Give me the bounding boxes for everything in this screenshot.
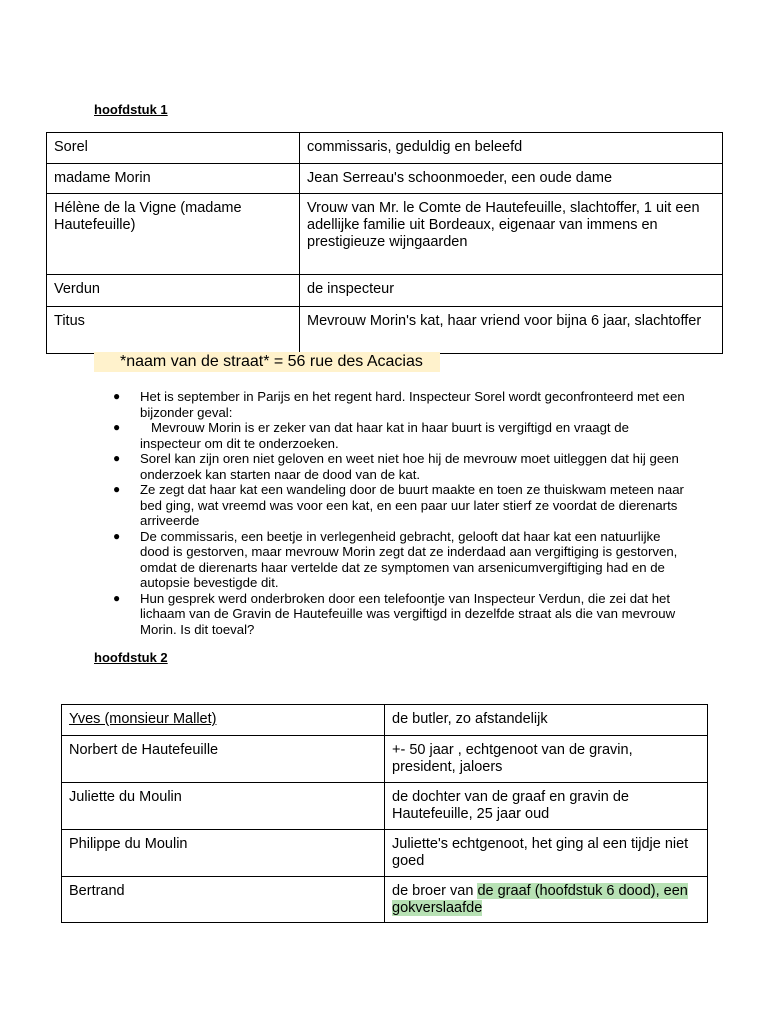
character-name: Norbert de Hautefeuille: [62, 736, 385, 783]
character-name: Verdun: [47, 275, 300, 307]
summary-bullet-list: [113, 389, 693, 637]
street-name-note: *naam van de straat* = 56 rue des Acacias: [94, 352, 440, 372]
list-item: [113, 389, 693, 420]
character-description: de inspecteur: [300, 275, 723, 307]
list-item: [113, 451, 693, 482]
chapter-1-character-table: [46, 132, 723, 354]
character-description: Juliette's echtgenoot, het ging al een tijdje niet goed: [385, 830, 708, 877]
chapter-2-heading: hoofdstuk 2: [94, 650, 168, 665]
character-description: Mevrouw Morin's kat, haar vriend voor bijna 6 jaar, slachtoffer: [300, 307, 723, 354]
chapter-2-character-table: [61, 704, 708, 923]
table-row: [62, 830, 708, 877]
bullet-icon: ●: [113, 389, 121, 403]
character-name: Bertrand: [62, 877, 385, 923]
bullet-text: Het is september in Parijs en het regent hard. Inspecteur Sorel wordt geconfronteerd met een bijzonder geval:: [140, 389, 685, 420]
table-row: [47, 194, 723, 275]
list-item: [113, 420, 693, 451]
bullet-icon: ●: [113, 590, 121, 605]
bullet-text: Hun gesprek werd onderbroken door een telefoontje van Inspecteur Verdun, die zei dat het lichaam van de Gravin de Hautefeuille was vergiftigd in dezelfde straat als die van mevrouw Morin. Is dit toeval?: [140, 590, 676, 637]
table-row: [62, 877, 708, 923]
bullet-icon: ●: [113, 528, 121, 543]
character-description: de dochter van de graaf en gravin de Hautefeuille, 25 jaar oud: [385, 783, 708, 830]
character-description: +- 50 jaar , echtgenoot van de gravin, president, jaloers: [385, 736, 708, 783]
table-row: [62, 783, 708, 830]
highlighted-text: de graaf (hoofdstuk 6 dood), een gokverslaafde: [392, 883, 688, 916]
table-row: [47, 164, 723, 194]
character-name: Sorel: [47, 133, 300, 164]
character-name: Philippe du Moulin: [62, 830, 385, 877]
character-name: [62, 705, 385, 736]
table-row: [62, 736, 708, 783]
bullet-text: Mevrouw Morin is er zeker van dat haar kat in haar buurt is vergiftigd en vraagt de inspecteur om dit te onderzoeken.: [140, 420, 629, 451]
description-text: de broer van: [392, 883, 478, 899]
character-name: Hélène de la Vigne (madame Hautefeuille): [47, 194, 300, 275]
bullet-icon: ●: [113, 482, 121, 496]
character-description: commissaris, geduldig en beleefd: [300, 133, 723, 164]
character-description: Vrouw van Mr. le Comte de Hautefeuille, slachtoffer, 1 uit een adellijke familie uit Bordeaux, eigenaar van immens en prestigieuze wijngaarden: [300, 194, 723, 275]
table-row: [62, 705, 708, 736]
table-row: [47, 307, 723, 354]
chapter-1-heading: hoofdstuk 1: [94, 102, 168, 117]
character-description: de butler, zo afstandelijk: [385, 705, 708, 736]
character-name: Titus: [47, 307, 300, 354]
list-item: [113, 482, 693, 529]
list-item: [113, 591, 693, 638]
character-name: madame Morin: [47, 164, 300, 194]
table-row: [47, 133, 723, 164]
bullet-icon: ●: [113, 451, 121, 465]
bullet-text: Sorel kan zijn oren niet geloven en weet niet hoe hij de mevrouw moet uitleggen dat hij geen onderzoek kan starten naar de dood van de kat.: [140, 451, 679, 482]
list-item: [113, 529, 693, 591]
bullet-icon: ●: [113, 420, 121, 434]
character-name: Juliette du Moulin: [62, 783, 385, 830]
character-description: [385, 877, 708, 923]
table-row: [47, 275, 723, 307]
character-description: Jean Serreau's schoonmoeder, een oude dame: [300, 164, 723, 194]
bullet-text: De commissaris, een beetje in verlegenheid gebracht, gelooft dat haar kat een natuurlijke dood is gestorven, maar mevrouw Morin zegt dat ze inderdaad aan vergiftiging is gestorven, omdat de dierenarts haar vertelde dat ze symptomen van arsenicumvergiftiging had en de autopsie bevestigde dit.: [140, 528, 678, 590]
character-name-text: Yves (monsieur Mallet): [69, 711, 217, 727]
bullet-text: Ze zegt dat haar kat een wandeling door de buurt maakte en toen ze thuiskwam meteen naar bed ging, wat vreemd was voor een kat, en een paar uur later stierf ze voordat de dierenarts arriveerde: [140, 482, 684, 528]
